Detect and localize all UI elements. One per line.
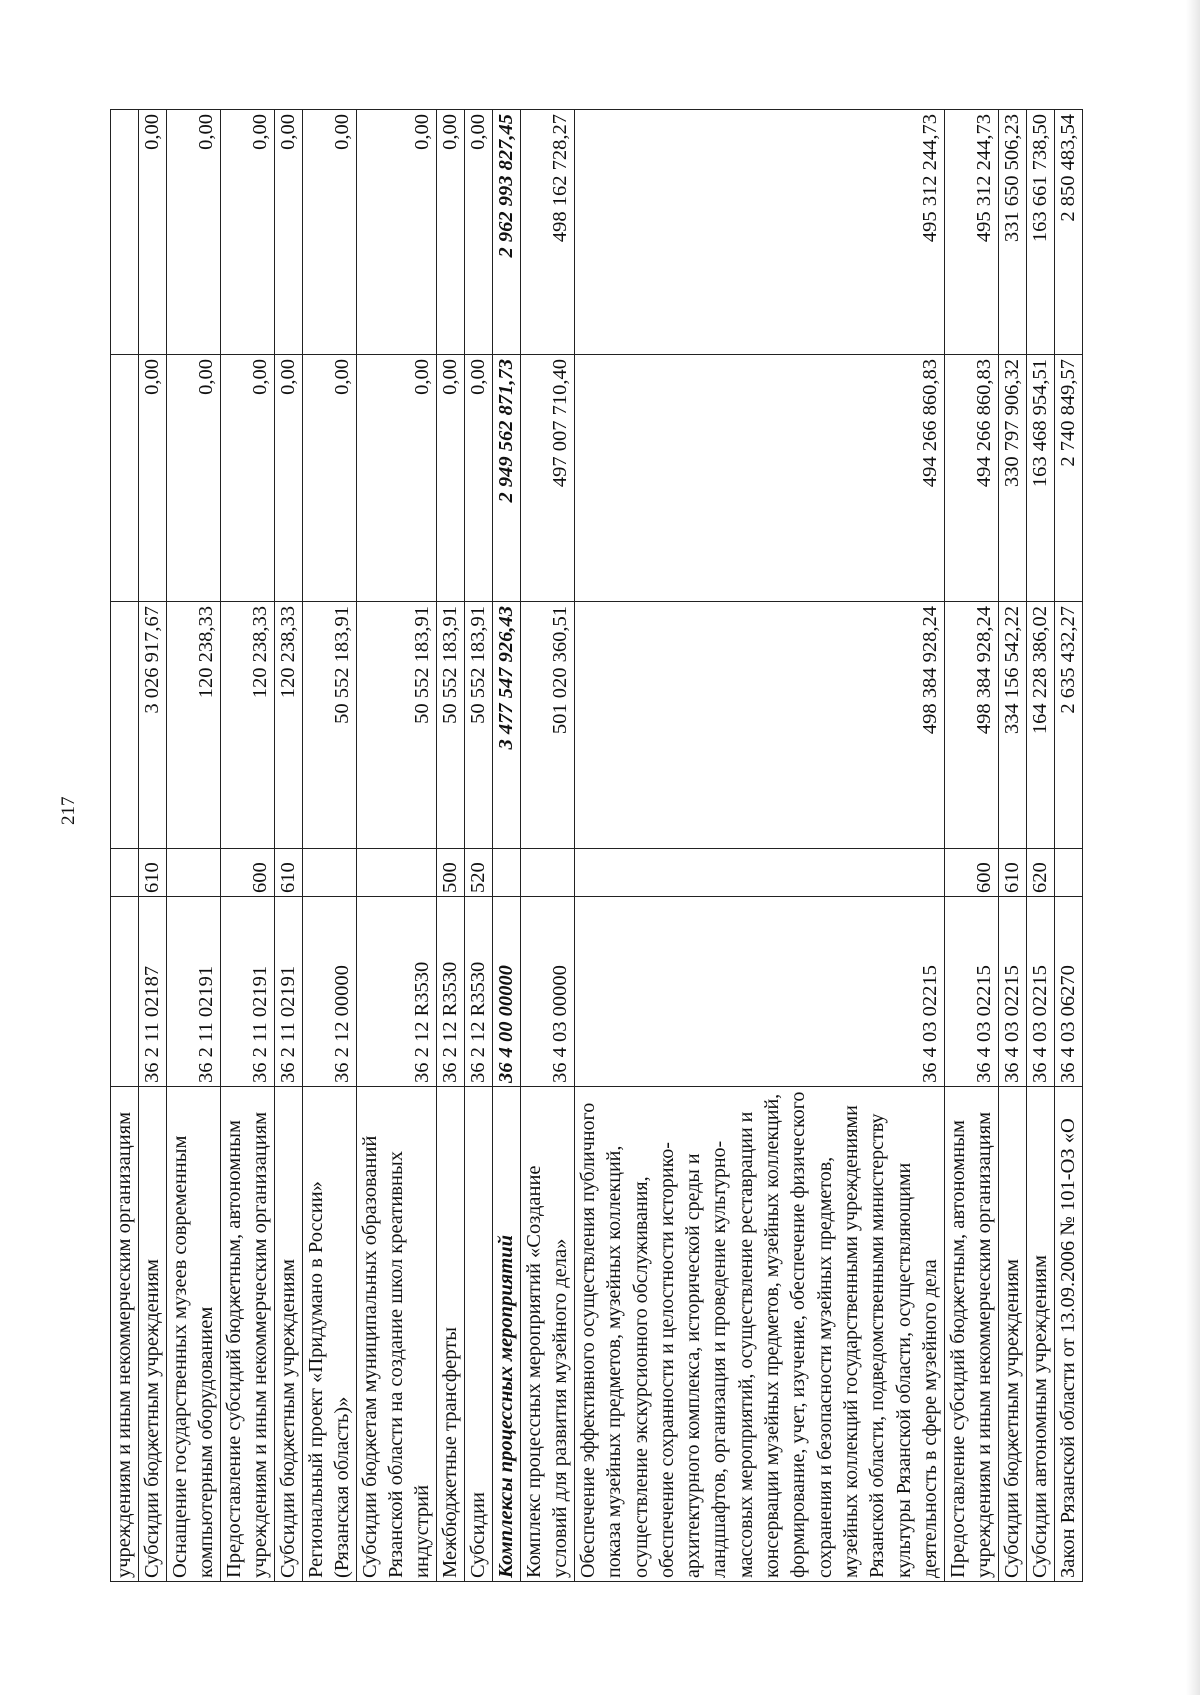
row-vr: 520 [465, 849, 493, 897]
row-code: 36 4 03 00000 [521, 897, 575, 1087]
table-row [139, 110, 167, 1582]
row-code: 36 4 00 00000 [493, 897, 521, 1087]
row-vr: 610 [999, 849, 1027, 897]
row-name: Субсидии [465, 1087, 493, 1582]
table-row [275, 110, 303, 1582]
row-amount-3: 2 962 993 827,45 [493, 110, 521, 355]
table-row [945, 110, 999, 1582]
row-code: 36 4 03 02215 [945, 897, 999, 1087]
table-row [111, 110, 139, 1582]
table-row [1055, 110, 1083, 1582]
row-vr: 600 [221, 849, 275, 897]
row-amount-1 [111, 602, 139, 849]
row-amount-1: 120 238,33 [221, 602, 275, 849]
rotated-budget-table [110, 110, 1090, 1582]
row-name: Межбюджетные трансферты [437, 1087, 465, 1582]
row-amount-1: 120 238,33 [167, 602, 221, 849]
row-amount-2: 2 740 849,57 [1055, 355, 1083, 602]
row-amount-1: 3 477 547 926,43 [493, 602, 521, 849]
row-code: 36 2 11 02187 [139, 897, 167, 1087]
table-row [437, 110, 465, 1582]
row-amount-2: 0,00 [437, 355, 465, 602]
row-amount-3: 0,00 [357, 110, 437, 355]
row-code: 36 4 03 02215 [999, 897, 1027, 1087]
row-amount-2: 497 007 710,40 [521, 355, 575, 602]
row-name: Предоставление субсидий бюджетным, автономным учреждениям и иным некоммерческим организациям [945, 1087, 999, 1582]
row-amount-3: 498 162 728,27 [521, 110, 575, 355]
row-vr [303, 849, 357, 897]
table-row [575, 110, 945, 1582]
row-amount-2: 0,00 [167, 355, 221, 602]
row-name: Закон Рязанской области от 13.09.2006 № 101-ОЗ «О [1055, 1087, 1083, 1582]
row-amount-1: 50 552 183,91 [465, 602, 493, 849]
row-amount-1: 120 238,33 [275, 602, 303, 849]
row-vr [493, 849, 521, 897]
row-amount-3: 0,00 [221, 110, 275, 355]
row-code: 36 2 12 R3530 [357, 897, 437, 1087]
row-code: 36 4 03 02215 [1027, 897, 1055, 1087]
row-vr: 610 [275, 849, 303, 897]
row-vr: 500 [437, 849, 465, 897]
row-amount-2: 0,00 [357, 355, 437, 602]
row-amount-2: 2 949 562 871,73 [493, 355, 521, 602]
row-amount-3: 495 312 244,73 [945, 110, 999, 355]
row-code: 36 2 12 R3530 [437, 897, 465, 1087]
row-code [111, 897, 139, 1087]
row-name: Оснащение государственных музеев современным компьютерным оборудованием [167, 1087, 221, 1582]
row-amount-3: 2 850 483,54 [1055, 110, 1083, 355]
row-code: 36 2 11 02191 [167, 897, 221, 1087]
row-amount-3 [111, 110, 139, 355]
row-vr [1055, 849, 1083, 897]
row-name: Комплекс процессных мероприятий «Создание условий для развития музейного дела» [521, 1087, 575, 1582]
row-amount-1: 498 384 928,24 [945, 602, 999, 849]
row-name: Предоставление субсидий бюджетным, автономным учреждениям и иным некоммерческим организациям [221, 1087, 275, 1582]
table-row [493, 110, 521, 1582]
row-amount-2: 494 266 860,83 [575, 355, 945, 602]
row-amount-1: 3 026 917,67 [139, 602, 167, 849]
row-code: 36 2 12 00000 [303, 897, 357, 1087]
row-amount-1: 50 552 183,91 [357, 602, 437, 849]
row-vr: 600 [945, 849, 999, 897]
row-amount-3: 0,00 [275, 110, 303, 355]
row-code: 36 2 12 R3530 [465, 897, 493, 1087]
row-name: Региональный проект «Придумано в России» (Рязанская область)» [303, 1087, 357, 1582]
budget-table [110, 109, 1083, 1582]
row-name: Субсидии бюджетным учреждениям [275, 1087, 303, 1582]
table-row [357, 110, 437, 1582]
row-code: 36 4 03 02215 [575, 897, 945, 1087]
row-amount-2: 0,00 [139, 355, 167, 602]
row-amount-2: 0,00 [221, 355, 275, 602]
row-amount-2: 0,00 [465, 355, 493, 602]
row-amount-1: 50 552 183,91 [437, 602, 465, 849]
row-amount-3: 0,00 [167, 110, 221, 355]
row-amount-3: 0,00 [303, 110, 357, 355]
row-vr [357, 849, 437, 897]
row-amount-1: 501 020 360,51 [521, 602, 575, 849]
row-amount-2 [111, 355, 139, 602]
row-name: Субсидии бюджетным учреждениям [999, 1087, 1027, 1582]
row-amount-2: 494 266 860,83 [945, 355, 999, 602]
row-amount-1: 334 156 542,22 [999, 602, 1027, 849]
row-amount-3: 0,00 [139, 110, 167, 355]
row-amount-2: 0,00 [275, 355, 303, 602]
scan-edge [1186, 0, 1200, 1695]
row-name: Субсидии бюджетам муниципальных образований Рязанской области на создание школ креативных индустрий [357, 1087, 437, 1582]
table-row [167, 110, 221, 1582]
row-amount-2: 163 468 954,51 [1027, 355, 1055, 602]
row-vr [521, 849, 575, 897]
row-vr [575, 849, 945, 897]
table-row [221, 110, 275, 1582]
row-amount-2: 330 797 906,32 [999, 355, 1027, 602]
row-amount-3: 0,00 [465, 110, 493, 355]
row-name: Комплексы процессных мероприятий [493, 1087, 521, 1582]
row-amount-3: 0,00 [437, 110, 465, 355]
table-row [521, 110, 575, 1582]
row-vr: 620 [1027, 849, 1055, 897]
row-amount-1: 498 384 928,24 [575, 602, 945, 849]
page-number: 217 [58, 796, 79, 825]
row-amount-1: 50 552 183,91 [303, 602, 357, 849]
row-name: Обеспечение эффективного осуществления публичного показа музейных предметов, музейных коллекций, осуществление экскурсионного обслуживания, обеспечение сохранности и целостности историко-архитектурного комплекса, исторической среды и ландшафтов, организация и проведение культурно-массовых мероприятий, осуществление реставрации и консервации музейных предметов, музейных коллекций, формирование, учет, изучение, обеспечение физического сохранения и безопасности музейных предметов, музейных коллекций государственными учреждениями Рязанской области, подведомственными министерству культуры Рязанской области, осуществляющими деятельность в сфере музейного дела [575, 1087, 945, 1582]
table-row [465, 110, 493, 1582]
row-name: Субсидии автономным учреждениям [1027, 1087, 1055, 1582]
row-vr: 610 [139, 849, 167, 897]
table-row [999, 110, 1027, 1582]
row-code: 36 2 11 02191 [275, 897, 303, 1087]
row-amount-2: 0,00 [303, 355, 357, 602]
table-body [111, 110, 1083, 1582]
table-row [1027, 110, 1055, 1582]
row-amount-1: 2 635 432,27 [1055, 602, 1083, 849]
row-name: Субсидии бюджетным учреждениям [139, 1087, 167, 1582]
row-code: 36 2 11 02191 [221, 897, 275, 1087]
row-amount-1: 164 228 386,02 [1027, 602, 1055, 849]
row-amount-3: 495 312 244,73 [575, 110, 945, 355]
row-vr [111, 849, 139, 897]
row-amount-3: 331 650 506,23 [999, 110, 1027, 355]
row-vr [167, 849, 221, 897]
row-name: учреждениям и иным некоммерческим организациям [111, 1087, 139, 1582]
row-code: 36 4 03 06270 [1055, 897, 1083, 1087]
row-amount-3: 163 661 738,50 [1027, 110, 1055, 355]
table-row [303, 110, 357, 1582]
